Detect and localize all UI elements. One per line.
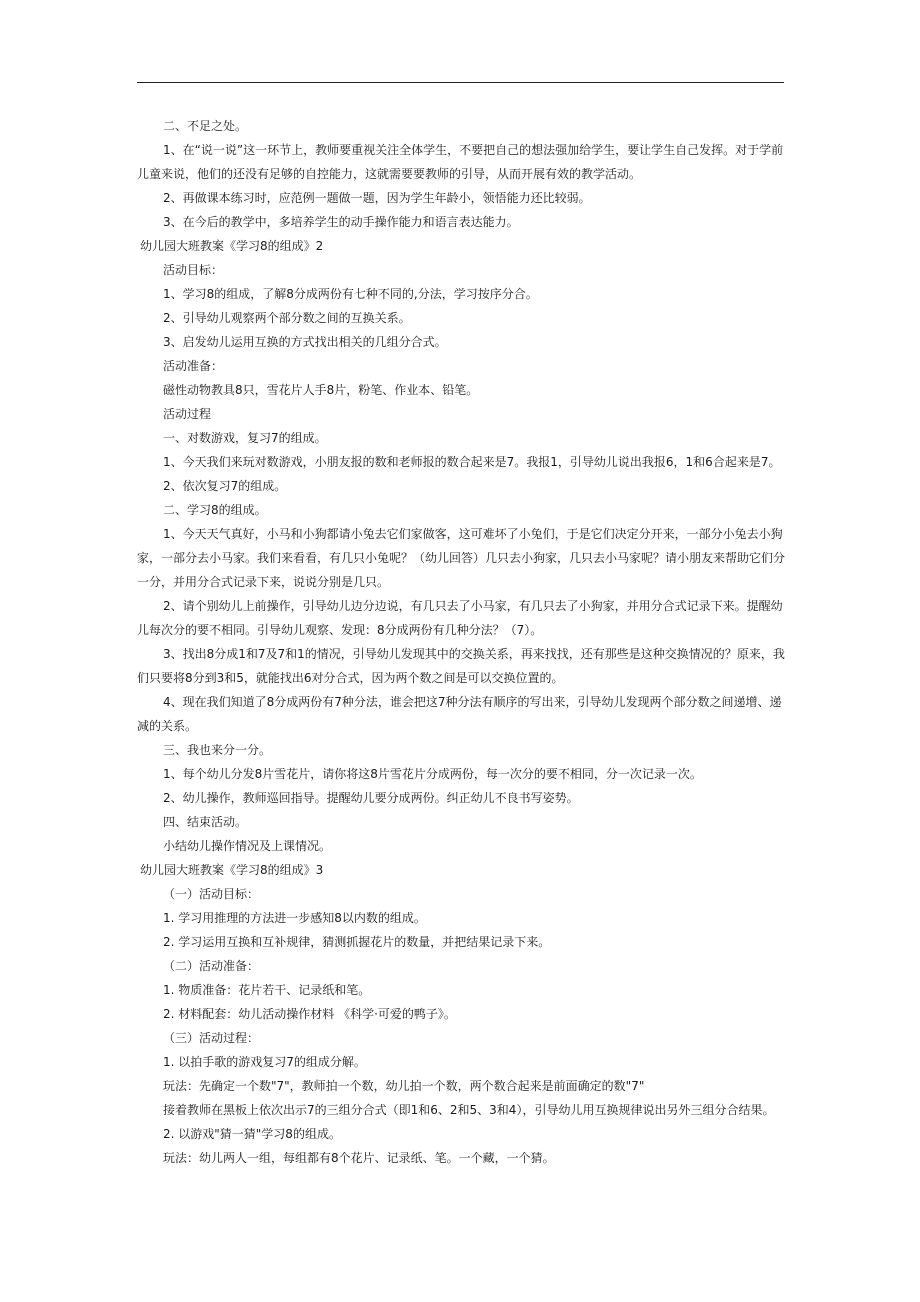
paragraph: 四、结束活动。 bbox=[163, 815, 248, 829]
paragraph: 3、启发幼儿运用互换的方式找出相关的几组分合式。 bbox=[163, 335, 447, 349]
paragraph: 2、再做课本练习时，应范例一题做一题，因为学生年龄小，领悟能力还比较弱。 bbox=[163, 191, 591, 205]
paragraph: 3、找出8分成1和7及7和1的情况，引导幼儿发现其中的交换关系，再来找找，还有那些是这种交换情况的？原来，我们只要将8分到3和5，就能找出6对分合式，因为两个数之间是可以交换位置的。 bbox=[137, 647, 785, 685]
lesson-title-2: 幼儿园大班教案《学习8的组成》2 bbox=[140, 239, 324, 253]
lesson-title-3: 幼儿园大班教案《学习8的组成》3 bbox=[140, 863, 324, 877]
paragraph: 1、在“说一说”这一环节上，教师要重视关注全体学生，不要把自己的想法强加给学生，要让学生自己发挥。对于学前儿童来说，他们的还没有足够的自控能力，这就需要要教师的引导，从而开展有效的教学活动。 bbox=[137, 143, 784, 181]
paragraph: 2、引导幼儿观察两个部分数之间的互换关系。 bbox=[163, 311, 411, 325]
paragraph: 1. 物质准备：花片若干、记录纸和笔。 bbox=[163, 983, 371, 997]
subheading-process: （三）活动过程： bbox=[163, 1031, 260, 1045]
paragraph: 一、对数游戏，复习7的组成。 bbox=[163, 431, 327, 445]
paragraph: 2. 以游戏"猜一猜"学习8的组成。 bbox=[163, 1127, 341, 1141]
subheading-preparation: （二）活动准备： bbox=[163, 959, 260, 973]
section-heading-shortcomings: 二、不足之处。 bbox=[163, 119, 248, 133]
paragraph: 接着教师在黑板上依次出示7的三组分合式（即1和6、2和5、3和4），引导幼儿用互换规律说出另外三组分合结果。 bbox=[163, 1103, 775, 1117]
paragraph: 2. 材料配套：幼儿活动操作材料 《科学·可爱的鸭子》。 bbox=[163, 1007, 456, 1021]
subheading-activity-process: 活动过程 bbox=[163, 407, 212, 421]
subheading-activity-goals: 活动目标： bbox=[163, 263, 224, 277]
paragraph: 三、我也来分一分。 bbox=[163, 743, 272, 757]
paragraph: 二、学习8的组成。 bbox=[163, 503, 267, 517]
paragraph: 2. 学习运用互换和互补规律，猜测抓握花片的数量，并把结果记录下来。 bbox=[163, 935, 551, 949]
paragraph: 2、请个别幼儿上前操作，引导幼儿边分边说，有几只去了小马家，有几只去了小狗家，并用分合式记录下来。提醒幼儿每次分的要不相同。引导幼儿观察、发现：8分成两份有几种分法？（7）。 bbox=[137, 599, 783, 637]
paragraph: 玩法：先确定一个数"7"，教师拍一个数，幼儿拍一个数，两个数合起来是前面确定的数"7" bbox=[163, 1079, 645, 1093]
paragraph: 1、今天天气真好，小马和小狗都请小兔去它们家做客，这可难坏了小兔们，于是它们决定分开来，一部分小兔去小狗家，一部分去小马家。我们来看看，有几只小兔呢？（幼儿回答）几只去小狗家，几只去小马家呢？请小朋友来帮助它们分一分，并用分合式记录下来，说说分别是几只。 bbox=[137, 527, 786, 589]
paragraph: 1. 以拍手歌的游戏复习7的组成分解。 bbox=[163, 1055, 366, 1069]
paragraph: 2、依次复习7的组成。 bbox=[163, 479, 287, 493]
paragraph: 1. 学习用推理的方法进一步感知8以内数的组成。 bbox=[163, 911, 426, 925]
paragraph: 小结幼儿操作情况及上课情况。 bbox=[163, 839, 332, 853]
paragraph: 2、幼儿操作，教师巡回指导。提醒幼儿要分成两份。纠正幼儿不良书写姿势。 bbox=[163, 791, 579, 805]
subheading-activity-preparation: 活动准备： bbox=[163, 359, 224, 373]
subheading-goals: （一）活动目标： bbox=[163, 887, 260, 901]
paragraph: 1、今天我们来玩对数游戏，小朋友报的数和老师报的数合起来是7。我报1，引导幼儿说出我报6，1和6合起来是7。 bbox=[163, 455, 781, 469]
header-rule bbox=[137, 82, 784, 83]
paragraph: 3、在今后的教学中，多培养学生的动手操作能力和语言表达能力。 bbox=[163, 215, 519, 229]
document-body bbox=[137, 114, 785, 1170]
paragraph: 1、学习8的组成，了解8分成两份有七种不同的,分法，学习按序分合。 bbox=[163, 287, 538, 301]
paragraph: 玩法：幼儿两人一组，每组都有8个花片、记录纸、笔。一个藏，一个猜。 bbox=[163, 1151, 555, 1165]
paragraph: 4、现在我们知道了8分成两份有7种分法，谁会把这7种分法有顺序的写出来，引导幼儿发现两个部分数之间递增、递减的关系。 bbox=[137, 695, 782, 733]
paragraph: 1、每个幼儿分发8片雪花片，请你将这8片雪花片分成两份，每一次分的要不相同，分一次记录一次。 bbox=[163, 767, 702, 781]
paragraph: 磁性动物教具8只，雪花片人手8片，粉笔、作业本、铅笔。 bbox=[163, 383, 479, 397]
